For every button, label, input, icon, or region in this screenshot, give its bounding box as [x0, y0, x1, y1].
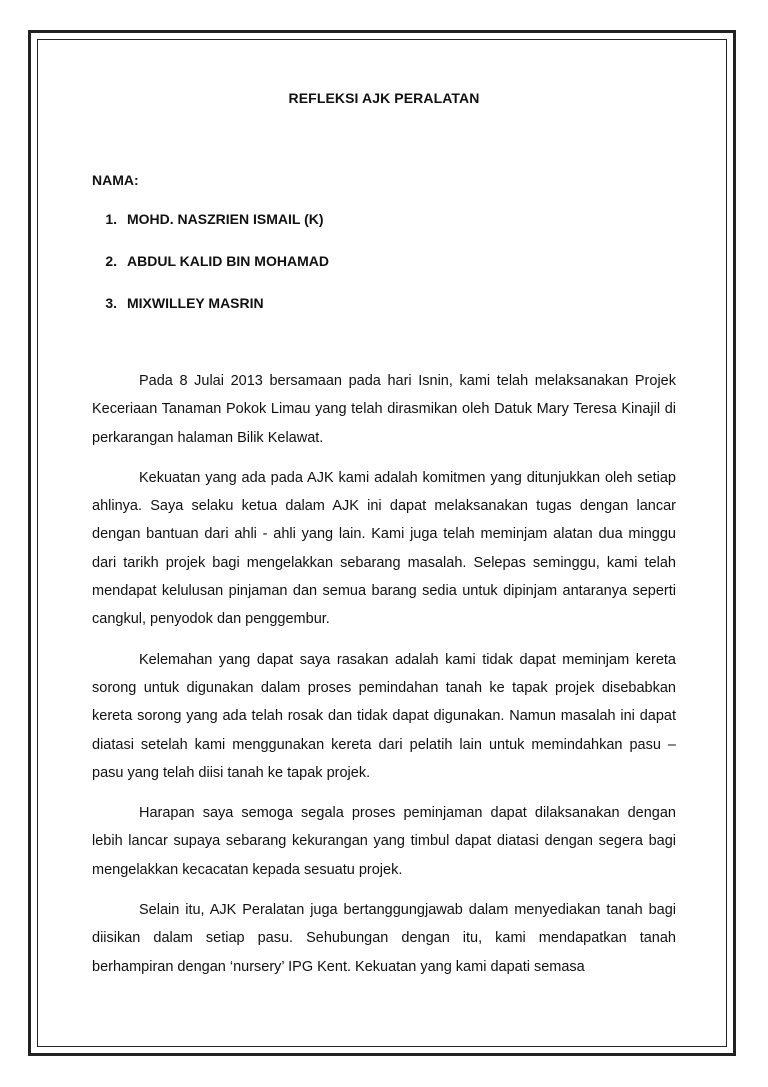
member-name: MOHD. NASZRIEN ISMAIL (K): [127, 211, 324, 227]
paragraph-hopes: Harapan saya semoga segala proses peminjaman dapat dilaksanakan dengan lebih lancar supaya sebarang kekurangan yang timbul dapat diatasi dengan segera bagi mengelakkan kecacatan kepada sesuatu projek.: [92, 805, 676, 878]
paragraph-weaknesses: Kelemahan yang dapat saya rasakan adalah kami tidak dapat meminjam kereta sorong untuk digunakan dalam proses pemindahan tanah ke tapak projek disebabkan kereta sorong yang ada telah rosak dan tidak dapat digunakan. Namun masalah ini dapat diatasi setelah kami menggunakan kereta dari pelatih lain untuk memindahkan pasu – pasu yang telah diisi tanah ke tapak projek.: [92, 651, 676, 781]
member-number: 1.: [105, 211, 117, 227]
paragraph-strengths: Kekuatan yang ada pada AJK kami adalah komitmen yang ditunjukkan oleh setiap ahlinya. Saya selaku ketua dalam AJK ini dapat melaksanakan tugas dengan lancar dengan bantuan dari ahli - ahli yang lain. Kami juga telah meminjam alatan dua minggu dari tarikh projek bagi mengelakkan sebarang masalah. Selepas seminggu, kami telah mendapat kelulusan pinjaman dan semua barang sedia untuk dipinjam antaranya seperti cangkul, penyodok dan penggembur.: [92, 469, 676, 628]
member-number: 2.: [105, 253, 117, 269]
name-label: NAMA:: [92, 172, 139, 188]
member-item: [92, 253, 592, 295]
paragraph-soil: Selain itu, AJK Peralatan juga bertanggungjawab dalam menyediakan tanah bagi diisikan dalam setiap pasu. Sehubungan dengan itu, kami mendapatkan tanah berhampiran dengan ‘nursery’ IPG Kent. Kekuatan yang kami dapati semasa: [92, 902, 676, 975]
member-name: MIXWILLEY MASRIN: [127, 295, 264, 311]
paragraph-intro: Pada 8 Julai 2013 bersamaan pada hari Isnin, kami telah melaksanakan Projek Keceriaan Tanaman Pokok Limau yang telah dirasmikan oleh Datuk Mary Teresa Kinajil di perkarangan halaman Bilik Kelawat.: [92, 373, 676, 446]
member-item: [92, 295, 592, 337]
member-number: 3.: [105, 295, 117, 311]
document-title: REFLEKSI AJK PERALATAN: [288, 90, 480, 106]
member-name: ABDUL KALID BIN MOHAMAD: [127, 253, 329, 269]
reflection-body: [92, 367, 676, 993]
member-list: [92, 211, 592, 337]
member-item: [92, 211, 592, 253]
